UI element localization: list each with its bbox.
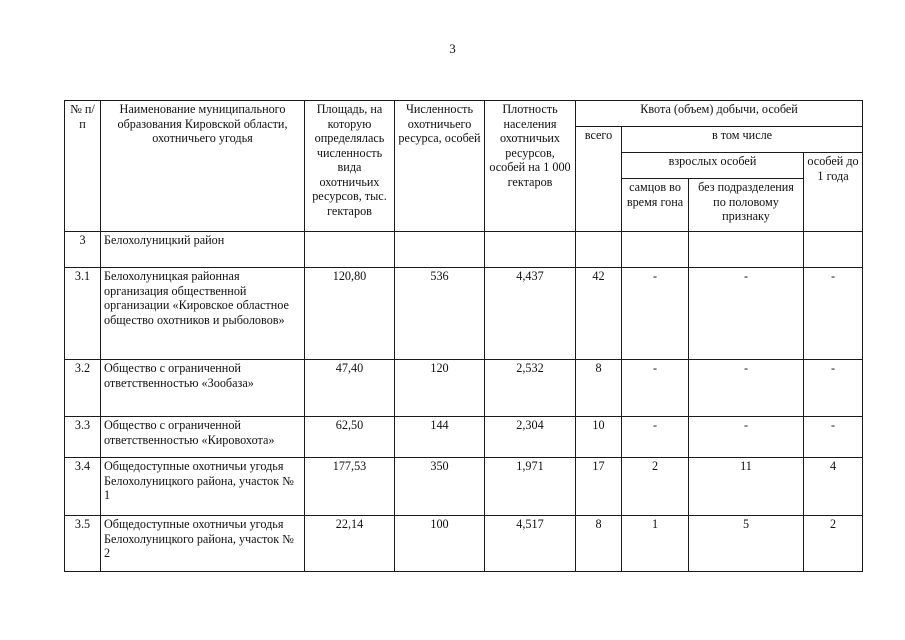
cell-density: 2,304 xyxy=(485,417,576,458)
header-quota: Квота (объем) добычи, особей xyxy=(576,101,863,127)
cell-males: - xyxy=(622,417,689,458)
cell-num: 3 xyxy=(65,232,101,268)
cell-area: 62,50 xyxy=(305,417,395,458)
cell-area: 47,40 xyxy=(305,360,395,417)
cell-num: 3.2 xyxy=(65,360,101,417)
cell-num: 3.4 xyxy=(65,458,101,516)
cell-nosex: - xyxy=(689,360,804,417)
cell-nosex: - xyxy=(689,268,804,360)
cell-males: 2 xyxy=(622,458,689,516)
page-number: 3 xyxy=(449,41,456,56)
header-under1: особей до 1 года xyxy=(804,153,863,232)
cell-count: 536 xyxy=(395,268,485,360)
cell-name: Общедоступные охотничьи угодья Белохолуницкого района, участок № 1 xyxy=(101,458,305,516)
cell-density xyxy=(485,232,576,268)
table-row xyxy=(65,360,863,417)
cell-count: 144 xyxy=(395,417,485,458)
cell-total xyxy=(576,232,622,268)
cell-under1: 4 xyxy=(804,458,863,516)
cell-under1: - xyxy=(804,417,863,458)
table-body xyxy=(65,232,863,572)
table-row xyxy=(65,458,863,516)
cell-density: 2,532 xyxy=(485,360,576,417)
header-area: Площадь, на которую определялась численность вида охотничьих ресурсов, тыс. гектаров xyxy=(305,101,395,232)
cell-density: 4,517 xyxy=(485,516,576,572)
cell-count: 120 xyxy=(395,360,485,417)
cell-nosex: 5 xyxy=(689,516,804,572)
cell-name: Общедоступные охотничьи угодья Белохолуницкого района, участок № 2 xyxy=(101,516,305,572)
header-adults: взрослых особей xyxy=(622,153,804,179)
cell-males: - xyxy=(622,360,689,417)
cell-area: 120,80 xyxy=(305,268,395,360)
cell-males xyxy=(622,232,689,268)
cell-num: 3.3 xyxy=(65,417,101,458)
cell-density: 4,437 xyxy=(485,268,576,360)
header-total: всего xyxy=(576,127,622,232)
header-density: Плотность населения охотничьих ресурсов, особей на 1 000 гектаров xyxy=(485,101,576,232)
cell-under1 xyxy=(804,232,863,268)
cell-total: 10 xyxy=(576,417,622,458)
cell-under1: - xyxy=(804,360,863,417)
cell-under1: 2 xyxy=(804,516,863,572)
cell-males: 1 xyxy=(622,516,689,572)
cell-density: 1,971 xyxy=(485,458,576,516)
table-row xyxy=(65,268,863,360)
header-including: в том числе xyxy=(622,127,863,153)
cell-area: 22,14 xyxy=(305,516,395,572)
cell-num: 3.1 xyxy=(65,268,101,360)
cell-name: Общество с ограниченной ответственностью «Зообаза» xyxy=(101,360,305,417)
cell-nosex xyxy=(689,232,804,268)
cell-name: Белохолуницкая районная организация общественной организации «Кировское областное общество охотников и рыболовов» xyxy=(101,268,305,360)
table-row xyxy=(65,516,863,572)
header-num: № п/п xyxy=(65,101,101,232)
table-row xyxy=(65,417,863,458)
quota-table xyxy=(64,100,863,572)
cell-total: 8 xyxy=(576,516,622,572)
cell-count: 100 xyxy=(395,516,485,572)
cell-under1: - xyxy=(804,268,863,360)
table-header xyxy=(65,101,863,232)
cell-count: 350 xyxy=(395,458,485,516)
header-nosex: без подразделения по половому признаку xyxy=(689,179,804,232)
cell-males: - xyxy=(622,268,689,360)
cell-total: 17 xyxy=(576,458,622,516)
cell-num: 3.5 xyxy=(65,516,101,572)
cell-total: 42 xyxy=(576,268,622,360)
cell-area xyxy=(305,232,395,268)
header-name: Наименование муниципального образования Кировской области, охотничьего угодья xyxy=(101,101,305,232)
cell-nosex: - xyxy=(689,417,804,458)
cell-total: 8 xyxy=(576,360,622,417)
cell-area: 177,53 xyxy=(305,458,395,516)
header-count: Численность охотничьего ресурса, особей xyxy=(395,101,485,232)
cell-name: Белохолуницкий район xyxy=(101,232,305,268)
cell-nosex: 11 xyxy=(689,458,804,516)
cell-count xyxy=(395,232,485,268)
section-row xyxy=(65,232,863,268)
cell-name: Общество с ограниченной ответственностью «Кировохота» xyxy=(101,417,305,458)
header-males: самцов во время гона xyxy=(622,179,689,232)
